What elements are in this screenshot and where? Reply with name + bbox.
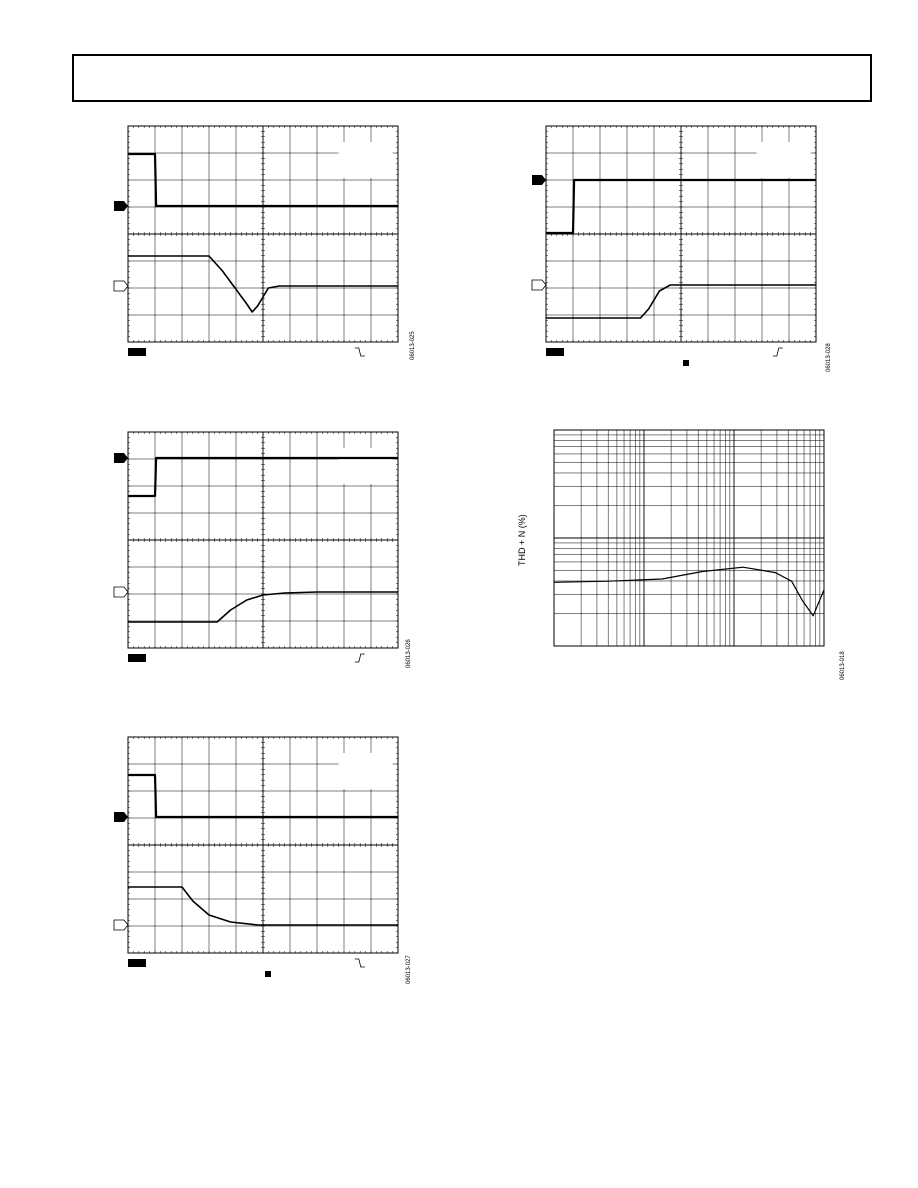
- scope-svg: [112, 737, 412, 987]
- ch1-marker: [114, 453, 128, 463]
- ch2-marker: [114, 587, 128, 597]
- ch1-marker: [114, 812, 128, 822]
- thd-curve: [554, 567, 824, 616]
- figure-id-top-right: 06013-028: [826, 343, 832, 372]
- annotation-box: [339, 448, 393, 484]
- thd-y-axis-label: THD + N (%): [517, 514, 527, 566]
- scope-plot-top-right: [530, 126, 800, 342]
- trigger-icon: [355, 654, 365, 662]
- thd-plot: [554, 430, 824, 646]
- scope-svg: [112, 126, 412, 376]
- trigger-icon: [355, 959, 365, 967]
- status-block: [128, 959, 146, 967]
- ch2-marker: [114, 281, 128, 291]
- scope-svg: [112, 432, 412, 682]
- annotation-box: [339, 142, 393, 178]
- trigger-icon: [355, 348, 365, 356]
- figure-id-middle-left: 06013-026: [406, 639, 412, 668]
- ch1-marker: [114, 201, 128, 211]
- figure-id-thd: 06013-018: [840, 651, 846, 680]
- ch2-marker: [532, 280, 546, 290]
- small-square-marker: [683, 360, 689, 366]
- thd-svg: [554, 430, 826, 648]
- scope-svg: [530, 126, 830, 376]
- ch1-marker: [532, 175, 546, 185]
- page-header-box: [72, 54, 872, 102]
- ch2-marker: [114, 920, 128, 930]
- annotation-box: [757, 142, 811, 178]
- scope-plot-top-left: [112, 126, 382, 342]
- status-block: [546, 348, 564, 356]
- trigger-icon: [773, 348, 783, 356]
- figure-id-top-left: 06013-025: [410, 331, 416, 360]
- scope-plot-middle-left: [112, 432, 382, 648]
- annotation-box: [339, 753, 393, 789]
- small-square-marker: [265, 971, 271, 977]
- status-block: [128, 654, 146, 662]
- figure-id-bottom-left: 06013-027: [406, 955, 412, 984]
- status-block: [128, 348, 146, 356]
- scope-plot-bottom-left: [112, 737, 382, 953]
